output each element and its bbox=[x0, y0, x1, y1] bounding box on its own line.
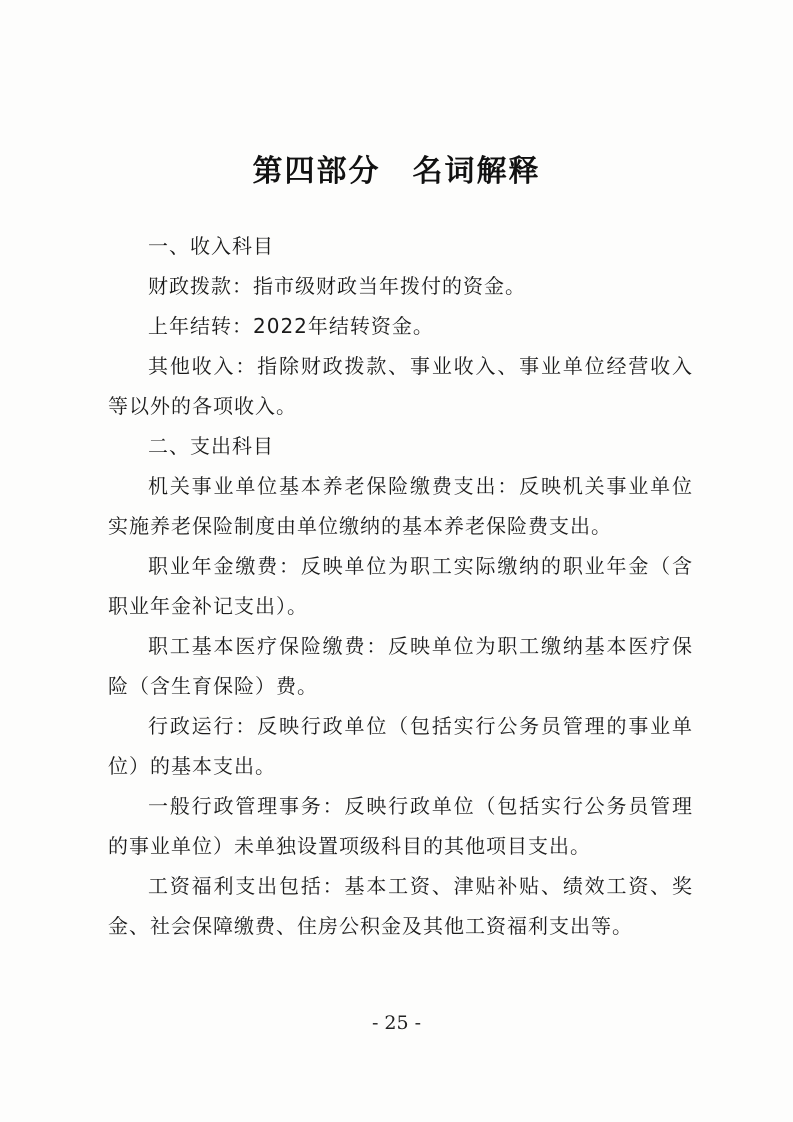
page-title: 第四部分 名词解释 bbox=[252, 154, 541, 189]
section-heading-expenditure: 二、支出科目 bbox=[148, 434, 274, 458]
paragraph-fiscal-appropriation: 财政拨款：指市级财政当年拨付的资金。 bbox=[148, 274, 526, 298]
paragraph-other-income: 其他收入：指除财政拨款、事业收入、事业单位经营收入等以外的各项收入。 bbox=[108, 354, 693, 418]
paragraph-medical-insurance: 职工基本医疗保险缴费：反映单位为职工缴纳基本医疗保险（含生育保险）费。 bbox=[108, 634, 693, 698]
document-body bbox=[108, 226, 693, 946]
paragraph-prior-year-carryover: 上年结转：2022年结转资金。 bbox=[148, 314, 434, 338]
paragraph-occupational-annuity: 职业年金缴费：反映单位为职工实际缴纳的职业年金（含职业年金补记支出）。 bbox=[108, 554, 693, 618]
paragraph-pension-insurance: 机关事业单位基本养老保险缴费支出：反映机关事业单位实施养老保险制度由单位缴纳的基本养老保险费支出。 bbox=[108, 474, 693, 538]
page-number: - 25 - bbox=[371, 1012, 422, 1034]
paragraph-wage-welfare: 工资福利支出包括：基本工资、津贴补贴、绩效工资、奖金、社会保障缴费、住房公积金及其他工资福利支出等。 bbox=[108, 874, 693, 938]
paragraph-general-administration: 一般行政管理事务：反映行政单位（包括实行公务员管理的事业单位）未单独设置项级科目的其他项目支出。 bbox=[108, 794, 693, 858]
section-heading-income: 一、收入科目 bbox=[148, 234, 274, 258]
paragraph-administrative-operation: 行政运行：反映行政单位（包括实行公务员管理的事业单位）的基本支出。 bbox=[108, 714, 693, 778]
